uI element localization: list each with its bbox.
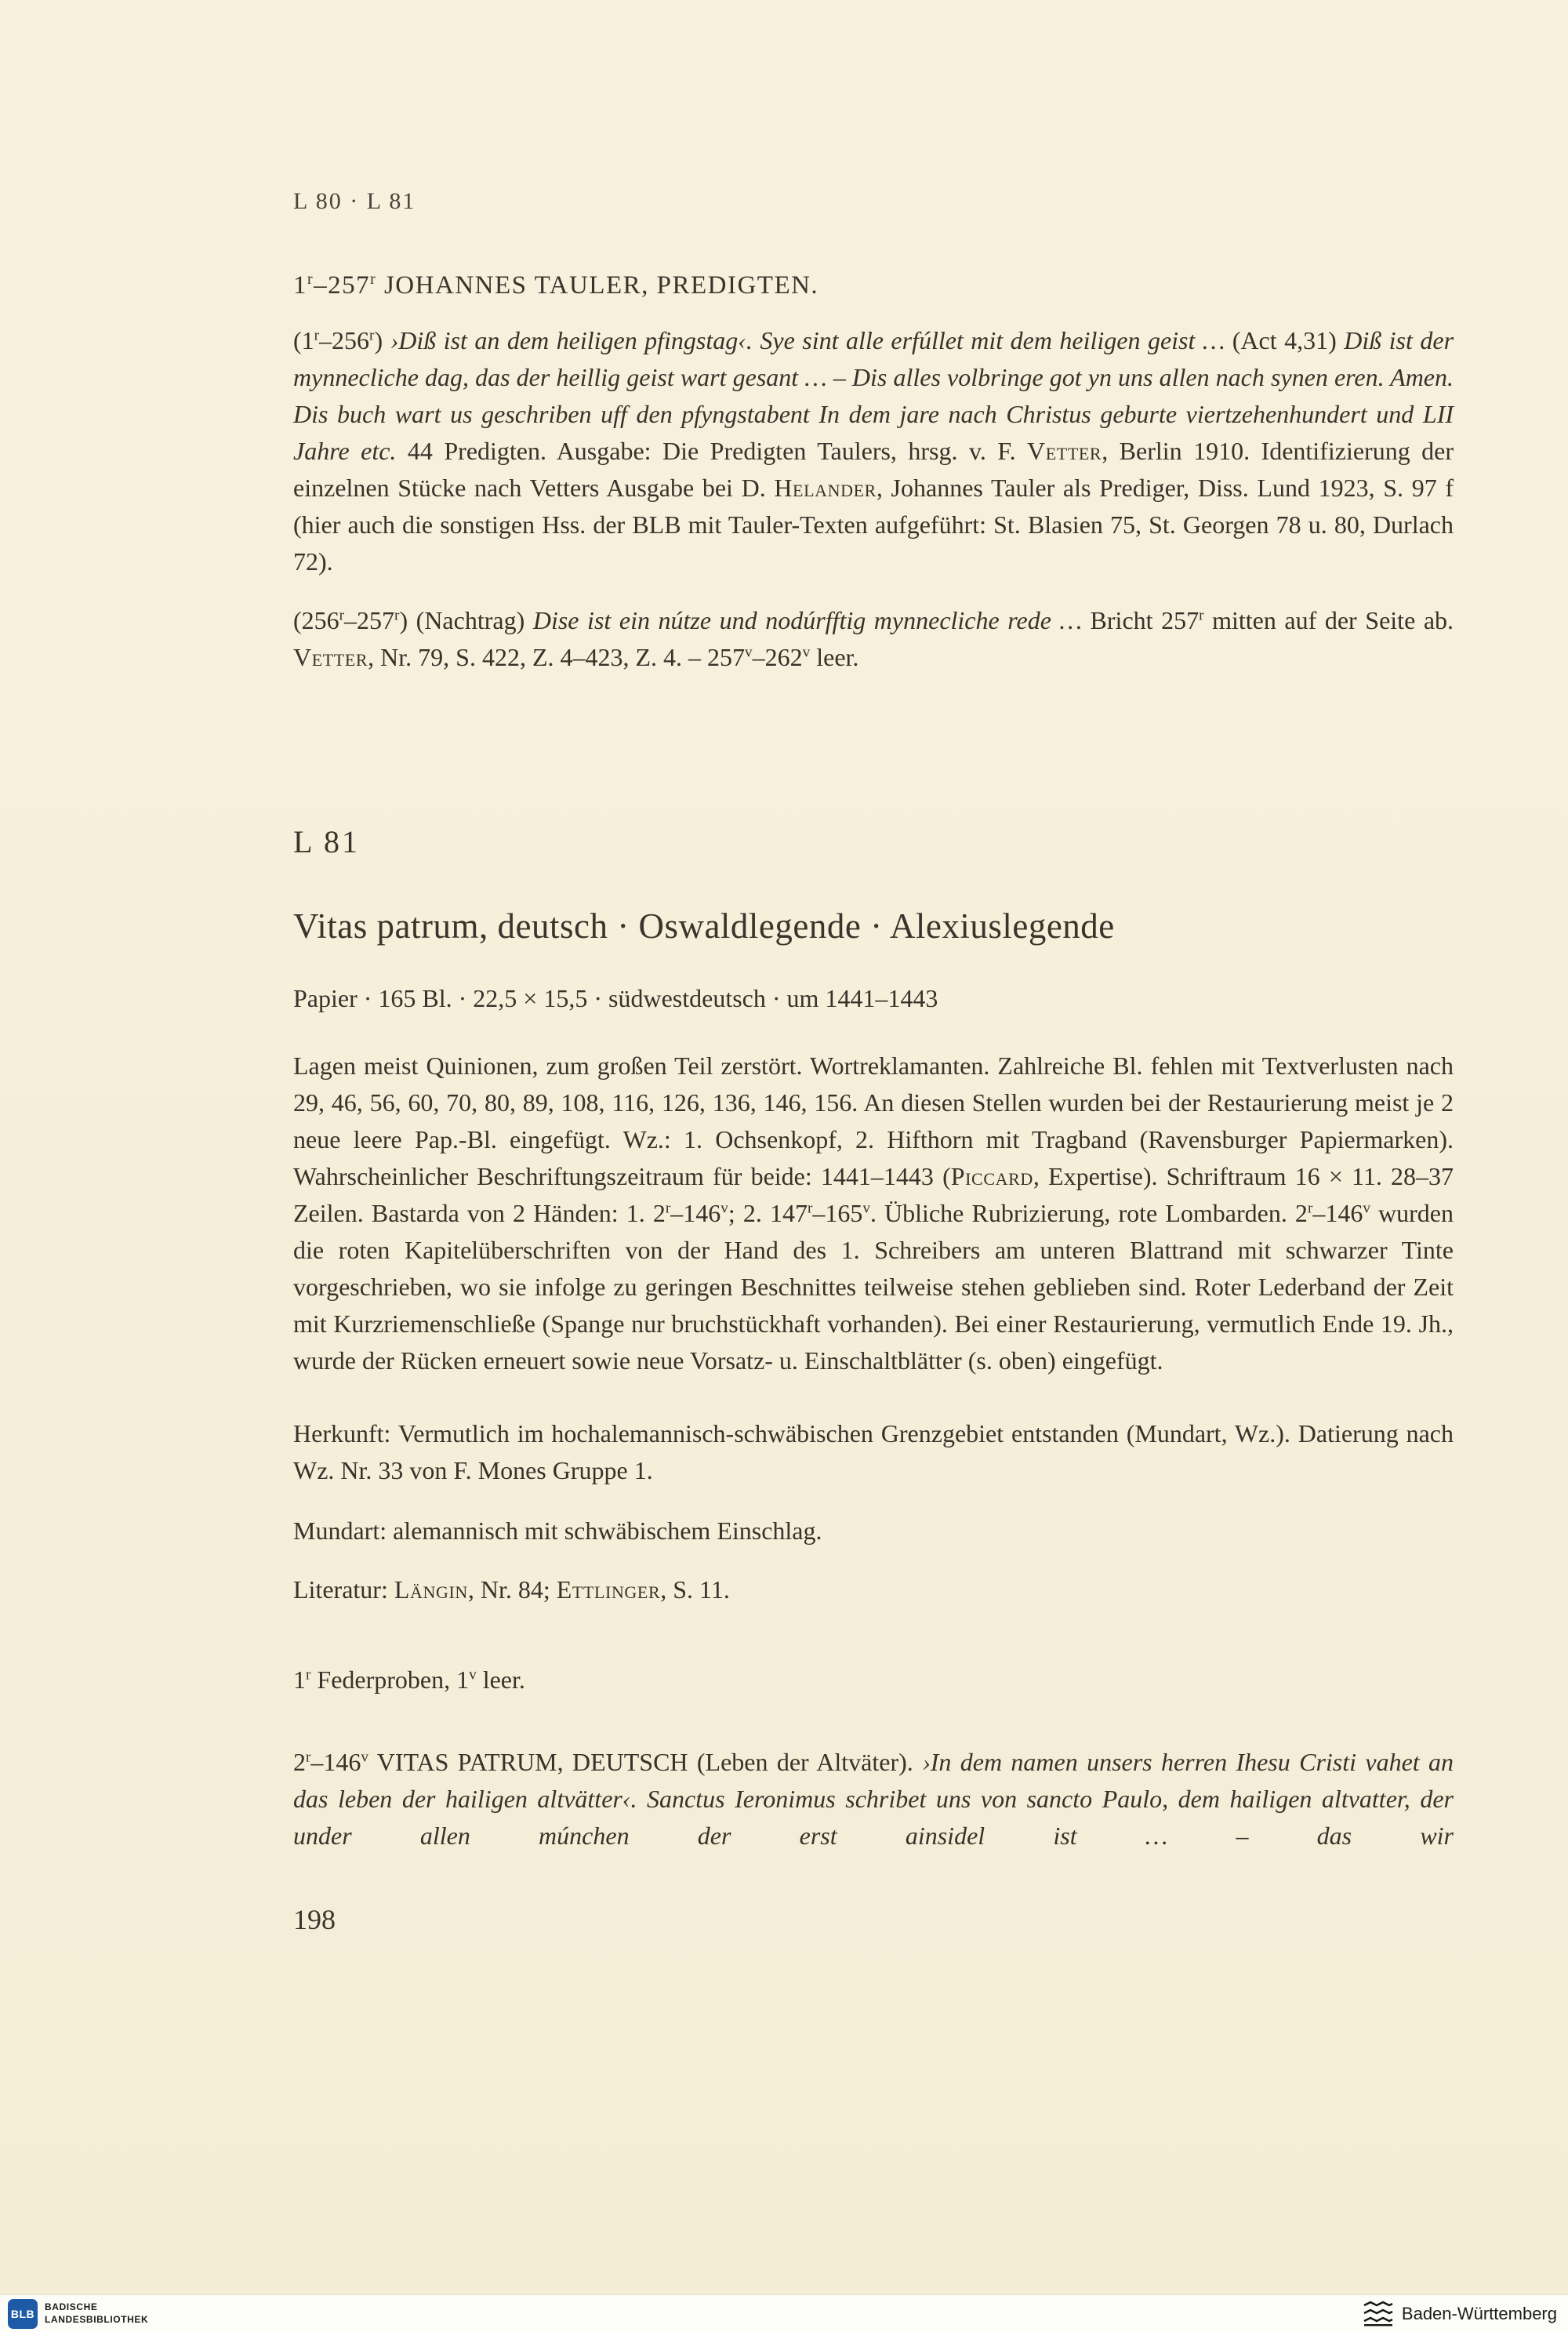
- blb-library-name-line2: LANDESBIBLIOTHEK: [45, 2313, 149, 2325]
- page-content: [293, 0, 1454, 1936]
- entry-l81-herkunft-paragraph: Herkunft: Vermutlich im hochalemannisch-schwäbischen Grenzgebiet entstanden (Mundart, Wz.). Datierung nach Wz. Nr. 33 von F. Mones Gruppe 1.: [293, 1419, 1454, 1484]
- entry-l81-mundart-paragraph: Mundart: alemannisch mit schwäbischem Einschlag.: [293, 1517, 822, 1545]
- running-header: L 80 · L 81: [293, 188, 416, 214]
- blb-logo-group: [8, 2299, 148, 2329]
- blb-library-name: [45, 2301, 148, 2326]
- entry-l80-heading: 1$^r$–257$^r$ JOHANNES TAULER, PREDIGTEN.: [293, 271, 819, 300]
- page-number: 198: [293, 1904, 336, 1935]
- digitization-footer-bar: [0, 2294, 1568, 2332]
- blb-library-name-line1: BADISCHE: [45, 2301, 98, 2312]
- blb-logo-icon: BLB: [8, 2299, 38, 2329]
- entry-l80-paragraph-1: (1$^r$–256$^r$) ›Diß ist an dem heiligen pfingstag‹. Sye sint alle erfúllet mit dem heiligen geist … (Act 4,31) Diß ist der mynnecliche dag, das der heillig geist wart gesant … – Dis alles volbringe got yn uns allen nach synen eren. Amen. Dis buch wart us geschriben uff den pfyngstabent In dem jare nach Christus geburte viertzehenhundert und LII Jahre etc. 44 Predigten. Ausgabe: Die Predigten Taulers, hrsg. v. F. Vetter, Berlin 1910. Identifizierung der einzelnen Stücke nach Vetters Ausgabe bei D. Helander, Johannes Tauler als Prediger, Diss. Lund 1923, S. 97 f (hier auch die sonstigen Hss. der BLB mit Tauler-Texten aufgeführt: St. Blasien 75, St. Georgen 78 u. 80, Durlach 72).: [293, 326, 1454, 576]
- baden-wuerttemberg-logo-group: [1363, 2301, 1557, 2327]
- entry-l81-federproben-line: 1$^r$ Federproben, 1$^v$ leer.: [293, 1665, 525, 1694]
- baden-wuerttemberg-emblem-icon: [1363, 2301, 1394, 2327]
- entry-l81-codicology-paragraph: Lagen meist Quinionen, zum großen Teil zerstört. Wortreklamanten. Zahlreiche Bl. fehlen mit Textverlusten nach 29, 46, 56, 60, 70, 80, 89, 108, 116, 126, 136, 146, 156. An diesen Stellen wurden bei der Restaurierung meist je 2 neue leere Pap.-Bl. eingefügt. Wz.: 1. Ochsenkopf, 2. Hifthorn mit Tragband (Ravensburger Papiermarken). Wahrscheinlicher Beschriftungszeitraum für beide: 1441–1443 (Piccard, Expertise). Schriftraum 16 × 11. 28–37 Zeilen. Bastarda von 2 Händen: 1. 2$^r$–146$^v$; 2. 147$^r$–165$^v$. Übliche Rubrizierung, rote Lombarden. 2$^r$–146$^v$ wurden die roten Kapitelüberschriften von der Hand des 1. Schreibers am unteren Blattrand mit schwarzer Tinte vorgeschrieben, wo sie infolge zu geringen Beschnittes teilweise stehen geblieben sind. Roter Lederband der Zeit mit Kurzriemenschließe (Spange nur bruchstückhaft vorhanden). Bei einer Restaurierung, vermutlich Ende 19. Jh., wurde der Rücken erneuert sowie neue Vorsatz- u. Einschaltblätter (s. oben) eingefügt.: [293, 1052, 1454, 1375]
- entry-l81-spec-line: Papier · 165 Bl. · 22,5 × 15,5 · südwestdeutsch · um 1441–1443: [293, 984, 938, 1012]
- entry-l80-paragraph-2: (256$^r$–257$^r$) (Nachtrag) Dise ist ein nútze und nodúrfftig mynnecliche rede … Bricht 257$^r$ mitten auf der Seite ab. Vetter, Nr. 79, S. 422, Z. 4–423, Z. 4. – 257$^v$–262$^v$ leer.: [293, 606, 1454, 671]
- entry-l81-vitas-patrum-paragraph: 2$^r$–146$^v$ VITAS PATRUM, DEUTSCH (Leben der Altväter). ›In dem namen unsers herren Ihesu Cristi vahet an das leben der hailigen altvätter‹. Sanctus Ieronimus schribet uns von sancto Paulo, dem hailigen altvatter, der under allen múnchen der erst ainsidel ist … – das wir: [293, 1748, 1454, 1850]
- baden-wuerttemberg-label: Baden-Württemberg: [1401, 2303, 1557, 2323]
- entry-l81-number: L 81: [293, 824, 360, 859]
- entry-l81-title: Vitas patrum, deutsch · Oswaldlegende · Alexiuslegende: [293, 906, 1115, 946]
- entry-l81-literatur-paragraph: Literatur: Längin, Nr. 84; Ettlinger, S. 11.: [293, 1575, 730, 1604]
